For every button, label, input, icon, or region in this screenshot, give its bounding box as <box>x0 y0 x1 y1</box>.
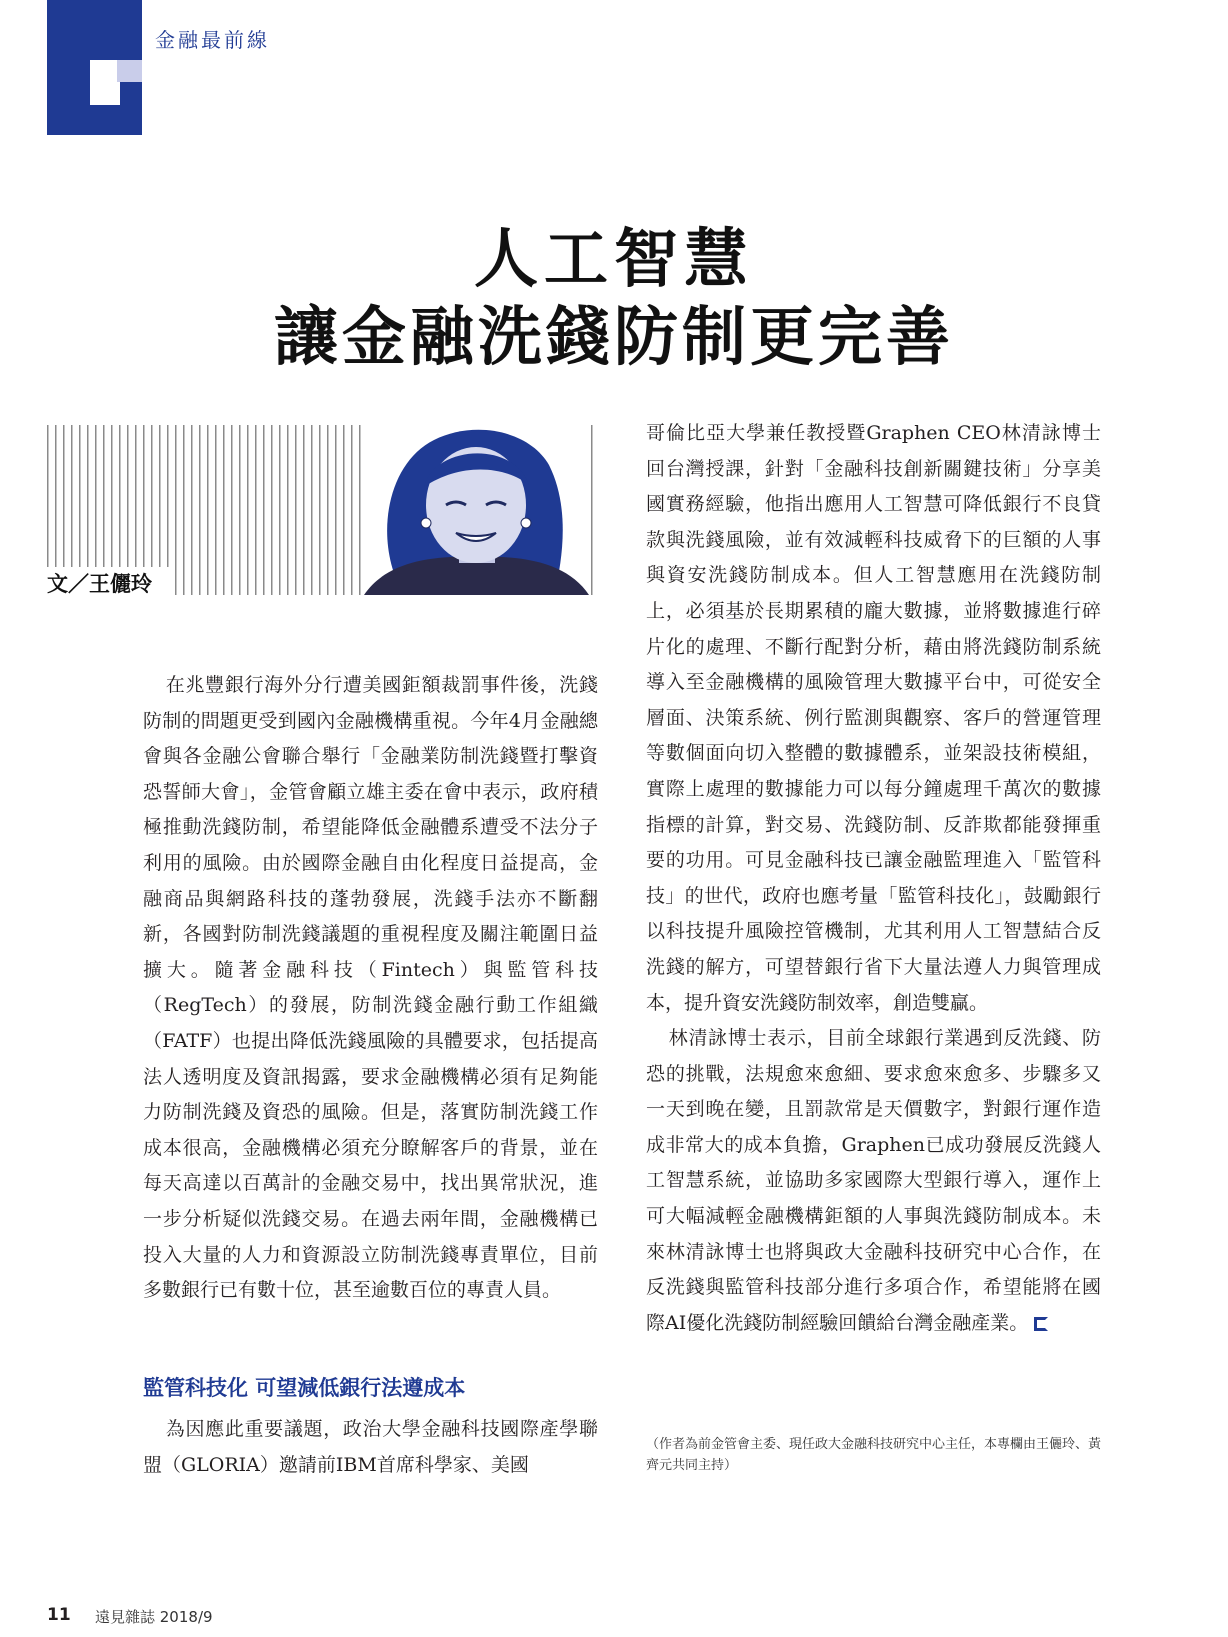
author-portrait <box>364 425 589 595</box>
right-paragraph-1: 哥倫比亞大學兼任教授暨Graphen CEO林清詠博士回台灣授課，針對「金融科技創新關鍵技術」分享美國實務經驗，他指出應用人工智慧可降低銀行不良貸款與洗錢風險，並有效減輕科技威脅下的巨額的人事與資安洗錢防制成本。但人工智慧應用在洗錢防制上，必須基於長期累積的龐大數據，並將數據進行碎片化的處理、不斷行配對分析，藉由將洗錢防制系統導入至金融機構的風險管理大數據平台中，可從安全層面、決策系統、例行監測與觀察、客戶的營運管理等數個面向切入整體的數據體系，並架設技術模組，實際上處理的數據能力可以每分鐘處理千萬次的數據指標的計算，對交易、洗錢防制、反詐欺都能發揮重要的功用。可見金融科技已讓金融監理進入「監管科技」的世代，政府也應考量「監管科技化」，鼓勵銀行以科技提升風險控管機制，尤其利用人工智慧結合反洗錢的解方，可望替銀行省下大量法遵人力與管理成本，提升資安洗錢防制效率，創造雙贏。 <box>646 422 1101 1014</box>
right-column-body <box>646 416 1101 1341</box>
logo-light-square <box>117 60 142 82</box>
left-paragraph-1: 在兆豐銀行海外分行遭美國鉅額裁罰事件後，洗錢防制的問題更受到國內金融機構重視。今年4月金融總會與各金融公會聯合舉行「金融業防制洗錢暨打擊資恐誓師大會」，金管會顧立雄主委在會中表示，政府積極推動洗錢防制，希望能降低金融體系遭受不法分子利用的風險。由於國際金融自由化程度日益提高，金融商品與網路科技的蓬勃發展，洗錢手法亦不斷翻新，各國對防制洗錢議題的重視程度及關注範圍日益擴大。隨著金融科技（Fintech）與監管科技（RegTech）的發展，防制洗錢金融行動工作組織（FATF）也提出降低洗錢風險的具體要求，包括提高法人透明度及資訊揭露，要求金融機構必須有足夠能力防制洗錢及資恐的風險。但是，落實防制洗錢工作成本很高，金融機構必須充分瞭解客戶的背景，並在每天高達以百萬計的金融交易中，找出異常狀況，進一步分析疑似洗錢交易。在過去兩年間，金融機構已投入大量的人力和資源設立防制洗錢專責單位，目前多數銀行已有數十位，甚至逾數百位的專責人員。 <box>143 674 598 1302</box>
left-paragraph-2: 為因應此重要議題，政治大學金融科技國際產學聯盟（GLORIA）邀請前IBM首席科學家、美國 <box>143 1418 598 1476</box>
author-footnote: （作者為前金管會主委、現任政大金融科技研究中心主任，本專欄由王儷玲、黃齊元共同主持） <box>646 1437 1102 1473</box>
left-column-continuation <box>143 1412 598 1483</box>
magazine-issue: 遠見雜誌 2018/9 <box>95 1608 213 1626</box>
section-subhead: 監管科技化 可望減低銀行法遵成本 <box>143 1376 466 1400</box>
section-label: 金融最前線 <box>155 28 270 52</box>
right-paragraph-2 <box>646 1021 1101 1341</box>
author-byline: 文／王儷玲 <box>47 572 152 596</box>
article-title-line-1: 人工智慧 <box>474 222 754 297</box>
article-title-line-2: 讓金融洗錢防制更完善 <box>274 300 954 375</box>
article-end-icon <box>1034 1317 1048 1331</box>
page-number: 11 <box>47 1605 71 1625</box>
logo-white-square <box>90 60 120 105</box>
right-paragraph-2-text: 林清詠博士表示，目前全球銀行業遇到反洗錢、防恐的挑戰，法規愈來愈細、要求愈來愈多、步驟多又一天到晚在變，且罰款常是天價數字，對銀行運作造成非常大的成本負擔，Graphen已成功發展反洗錢人工智慧系統，並協助多家國際大型銀行導入，運作上可大幅減輕金融機構鉅額的人事與洗錢防制成本。未來林清詠博士也將與政大金融科技研究中心合作，在反洗錢與監管科技部分進行多項合作，希望能將在國際AI優化洗錢防制經驗回饋給台灣金融產業。 <box>646 1027 1101 1334</box>
left-column-body <box>143 668 598 1309</box>
